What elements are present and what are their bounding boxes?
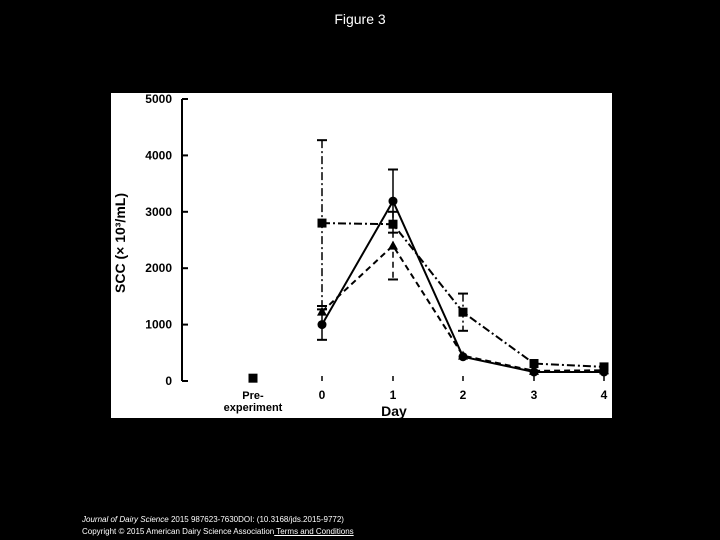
data-point-square [459, 308, 468, 317]
y-tick-label: 2000 [145, 261, 172, 276]
scc-line-chart [111, 93, 612, 418]
x-tick-label: 1 [389, 388, 397, 402]
y-tick-label: 1000 [145, 317, 172, 332]
citation-text: 2015 987623-7630DOI: (10.3168/jds.2015-9772) [168, 515, 344, 524]
y-tick-label: 5000 [145, 93, 172, 106]
y-tick-label: 3000 [145, 204, 172, 219]
chart-panel [111, 93, 612, 418]
terms-link[interactable]: Terms and Conditions [274, 527, 354, 536]
data-point-circle [318, 320, 327, 329]
data-point-square [249, 374, 258, 383]
y-tick-label: 0 [165, 374, 172, 388]
x-tick-label: 3 [530, 388, 538, 402]
series-square [249, 140, 609, 383]
data-point-circle [389, 197, 398, 206]
citation-line [82, 514, 354, 526]
x-tick-label: Pre-experiment [223, 390, 283, 414]
series-line [322, 201, 604, 372]
footer [82, 514, 354, 538]
slide-title: Figure 3 [334, 11, 386, 27]
data-point-triangle [388, 241, 398, 250]
y-axis-label: SCC (× 10³/mL) [112, 193, 128, 293]
data-point-square [318, 219, 327, 228]
series-circle [317, 170, 609, 377]
y-tick-label: 4000 [145, 148, 172, 163]
x-tick-label: 0 [318, 388, 326, 402]
x-tick-label: 4 [600, 388, 608, 402]
x-tick-label: 2 [459, 388, 467, 402]
journal-name: Journal of Dairy Science [82, 515, 169, 524]
copyright-line [82, 526, 354, 538]
x-axis-label: Day [381, 403, 407, 418]
copyright-text: Copyright © 2015 American Dairy Science Association [82, 527, 275, 536]
